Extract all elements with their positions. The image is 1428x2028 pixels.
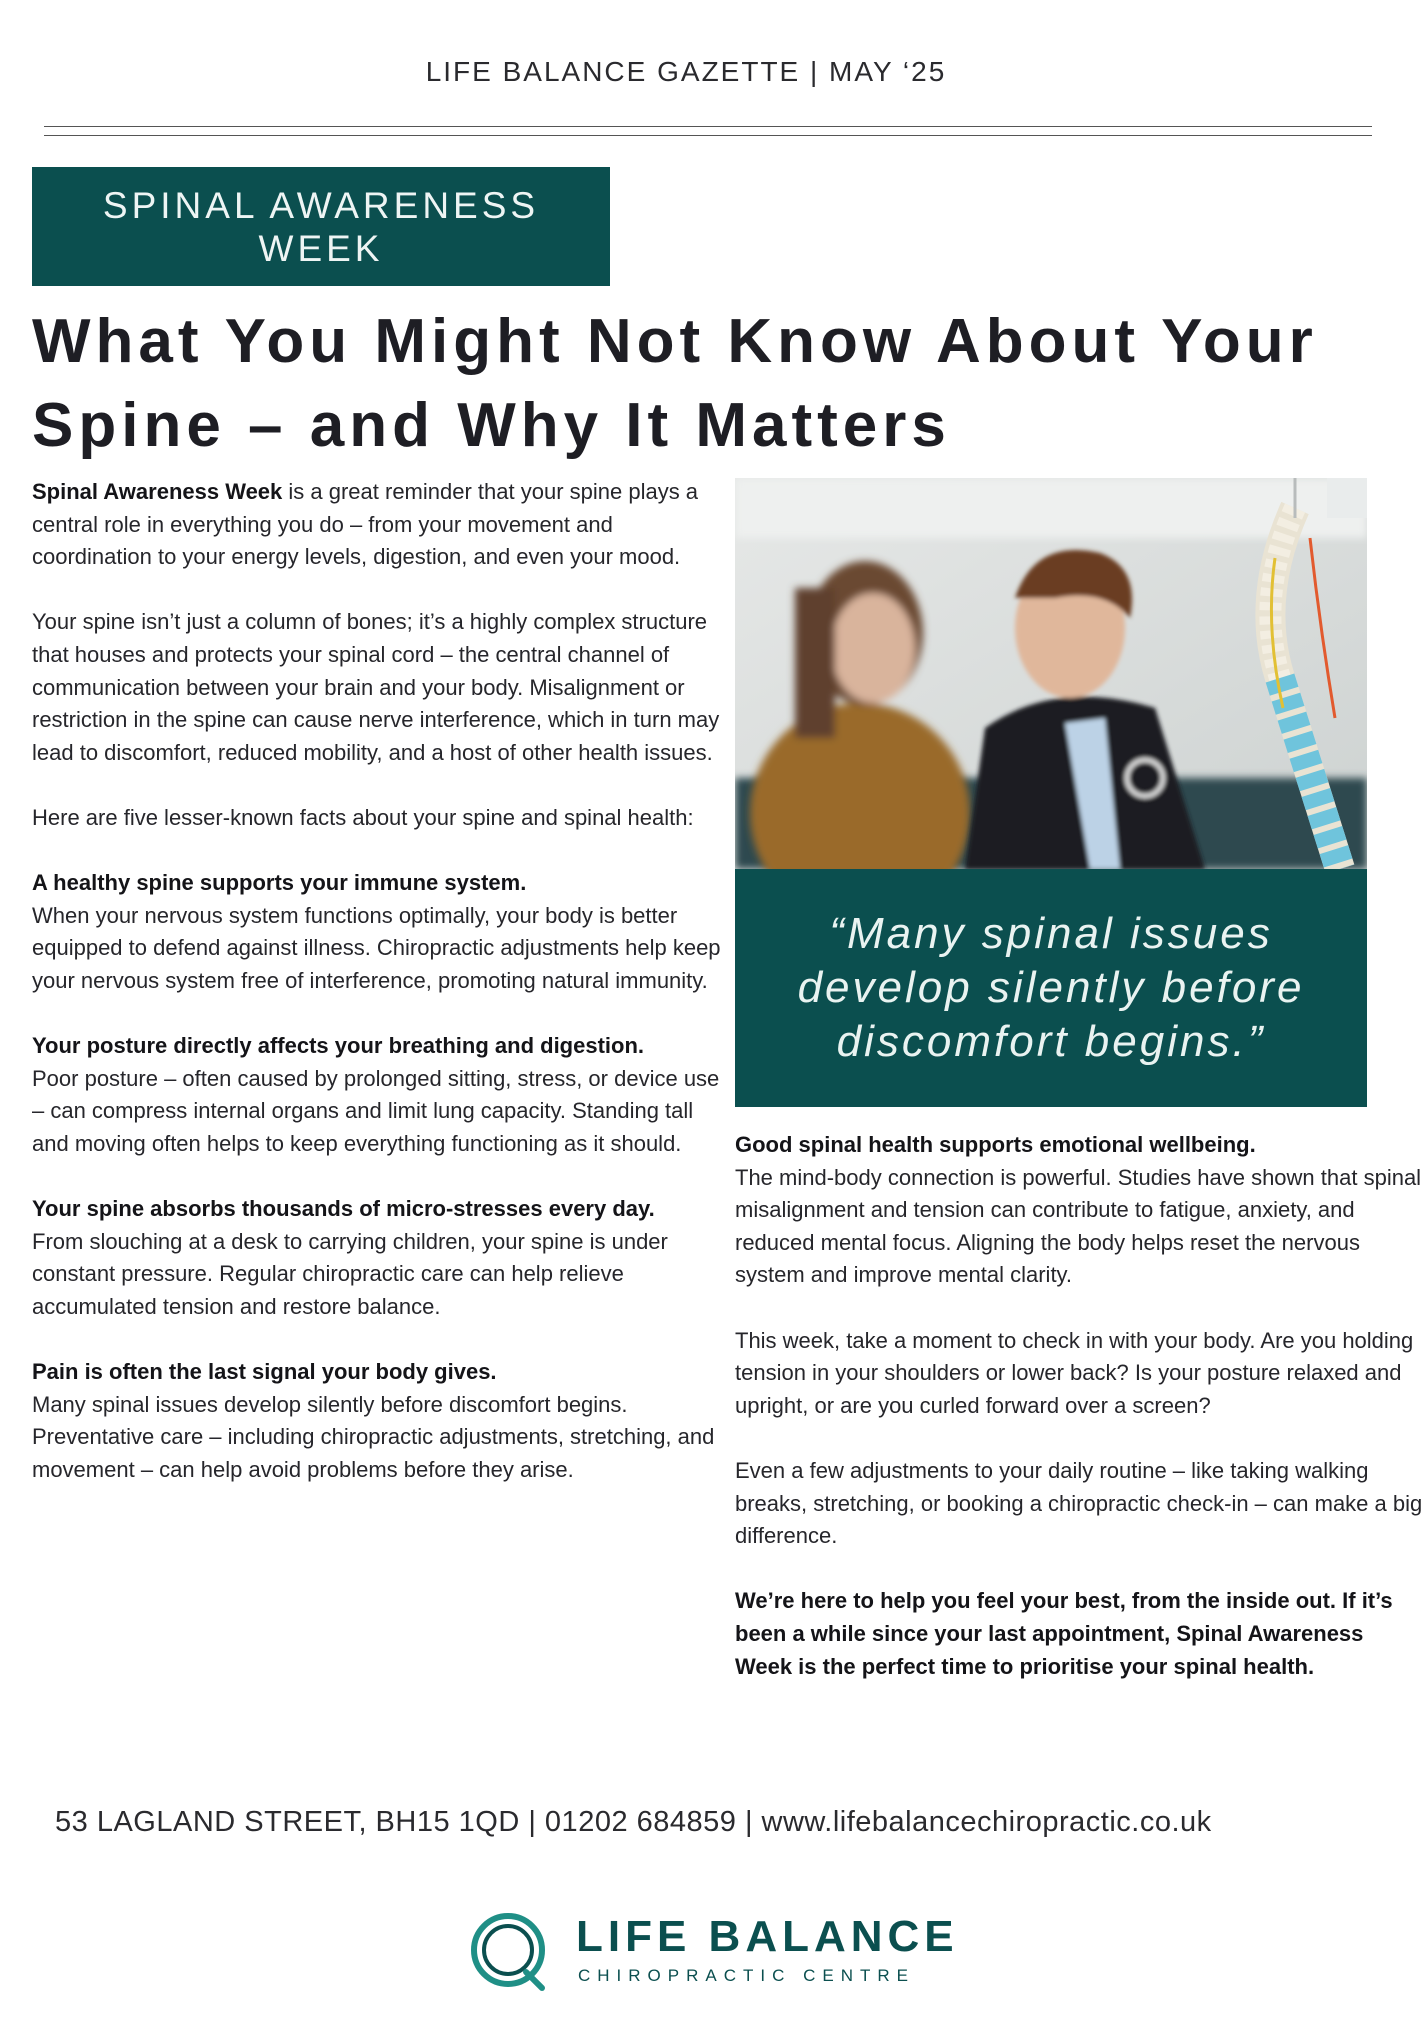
intro-paragraph [32, 476, 732, 574]
fact-item [32, 1193, 732, 1323]
fact-item [32, 1356, 732, 1486]
intro-text: is a great reminder that your spine plays a central role in everything you do – from your movement and coordination to your energy levels, digestion, and even your mood. [32, 479, 699, 570]
footer-contact: 53 LAGLAND STREET, BH15 1QD | 01202 684859 | www.lifebalancechiropractic.co.uk [55, 1806, 1212, 1838]
routine-paragraph: Even a few adjustments to your daily routine – like taking walking breaks, stretching, or booking a chiropractic check-in – can make a big difference. [735, 1457, 1423, 1549]
header-rule-top [44, 126, 1372, 127]
fact-body: From slouching at a desk to carrying children, your spine is under constant pressure. Regular chiropractic care can help relieve accumulated tension and restore balance. [32, 1228, 668, 1319]
logo-subtitle: CHIROPRACTIC CENTRE [578, 1966, 916, 1985]
fact-body: The mind-body connection is powerful. Studies have shown that spinal misalignment and tension can contribute to fatigue, anxiety, and reduced mental focus. Aligning the body helps reset the nervous system and improve mental clarity. [735, 1164, 1422, 1288]
article-column-right [735, 1129, 1425, 1683]
fact-heading: Pain is often the last signal your body gives. [32, 1359, 497, 1385]
fact-heading: Good spinal health supports emotional wellbeing. [735, 1132, 1256, 1157]
closing-text: We’re here to help you feel your best, from the inside out. If it’s been a while since your last appointment, Spinal Awareness Week is the perfect time to prioritise your spinal health. [735, 1588, 1393, 1679]
article-photo [735, 478, 1367, 869]
facts-intro-paragraph: Here are five lesser-known facts about your spine and spinal health: [32, 804, 694, 830]
fact-heading: Your spine absorbs thousands of micro-stresses every day. [32, 1196, 655, 1222]
fact-item [32, 1030, 732, 1160]
intro-lead: Spinal Awareness Week [32, 479, 283, 504]
section-banner [32, 167, 610, 286]
masthead: LIFE BALANCE GAZETTE | MAY ‘25 [425, 56, 947, 87]
brand-logo [466, 1904, 986, 1994]
fact-item [735, 1129, 1425, 1292]
pull-quote-box [735, 869, 1367, 1107]
spine-structure-paragraph: Your spine isn’t just a column of bones; it’s a highly complex structure that houses and protects your spinal cord – the central channel of communication between your brain and your body. Misalignment or restriction in the spine can cause nerve interference, which in turn may lead to discomfort, reduced mobility, and a host of other health issues. [32, 609, 720, 765]
fact-body: Poor posture – often caused by prolonged sitting, stress, or device use – can compress internal organs and limit lung capacity. Standing tall and moving often helps to keep everything functioning as it should. [32, 1065, 720, 1156]
section-banner-label: SPINAL AWARENESS WEEK [102, 184, 540, 269]
article-headline: What You Might Not Know About Your Spine – and Why It Matters [32, 307, 1318, 460]
closing-paragraph [735, 1585, 1425, 1683]
logo-name: LIFE BALANCE [576, 1912, 959, 1961]
header-rule-bottom [44, 135, 1372, 136]
fact-heading: A healthy spine supports your immune system. [32, 870, 527, 896]
article-column-left [32, 476, 732, 1486]
fact-body: Many spinal issues develop silently before discomfort begins. Preventative care – including chiropractic adjustments, stretching, and movement – can help avoid problems before they arise. [32, 1391, 715, 1482]
check-in-paragraph: This week, take a moment to check in with your body. Are you holding tension in your shoulders or lower back? Is your posture relaxed and upright, or are you curled forward over a screen? [735, 1327, 1414, 1418]
pull-quote: “Many spinal issues develop silently before discomfort begins.” [797, 909, 1305, 1066]
chiropractor-consultation-illustration [735, 478, 1367, 869]
fact-item [32, 867, 732, 997]
logo-mark-icon [466, 1908, 550, 1992]
fact-body: When your nervous system functions optimally, your body is better equipped to defend against illness. Chiropractic adjustments help keep your nervous system free of interference, promoting natural immunity. [32, 902, 721, 993]
fact-heading: Your posture directly affects your breathing and digestion. [32, 1033, 645, 1059]
